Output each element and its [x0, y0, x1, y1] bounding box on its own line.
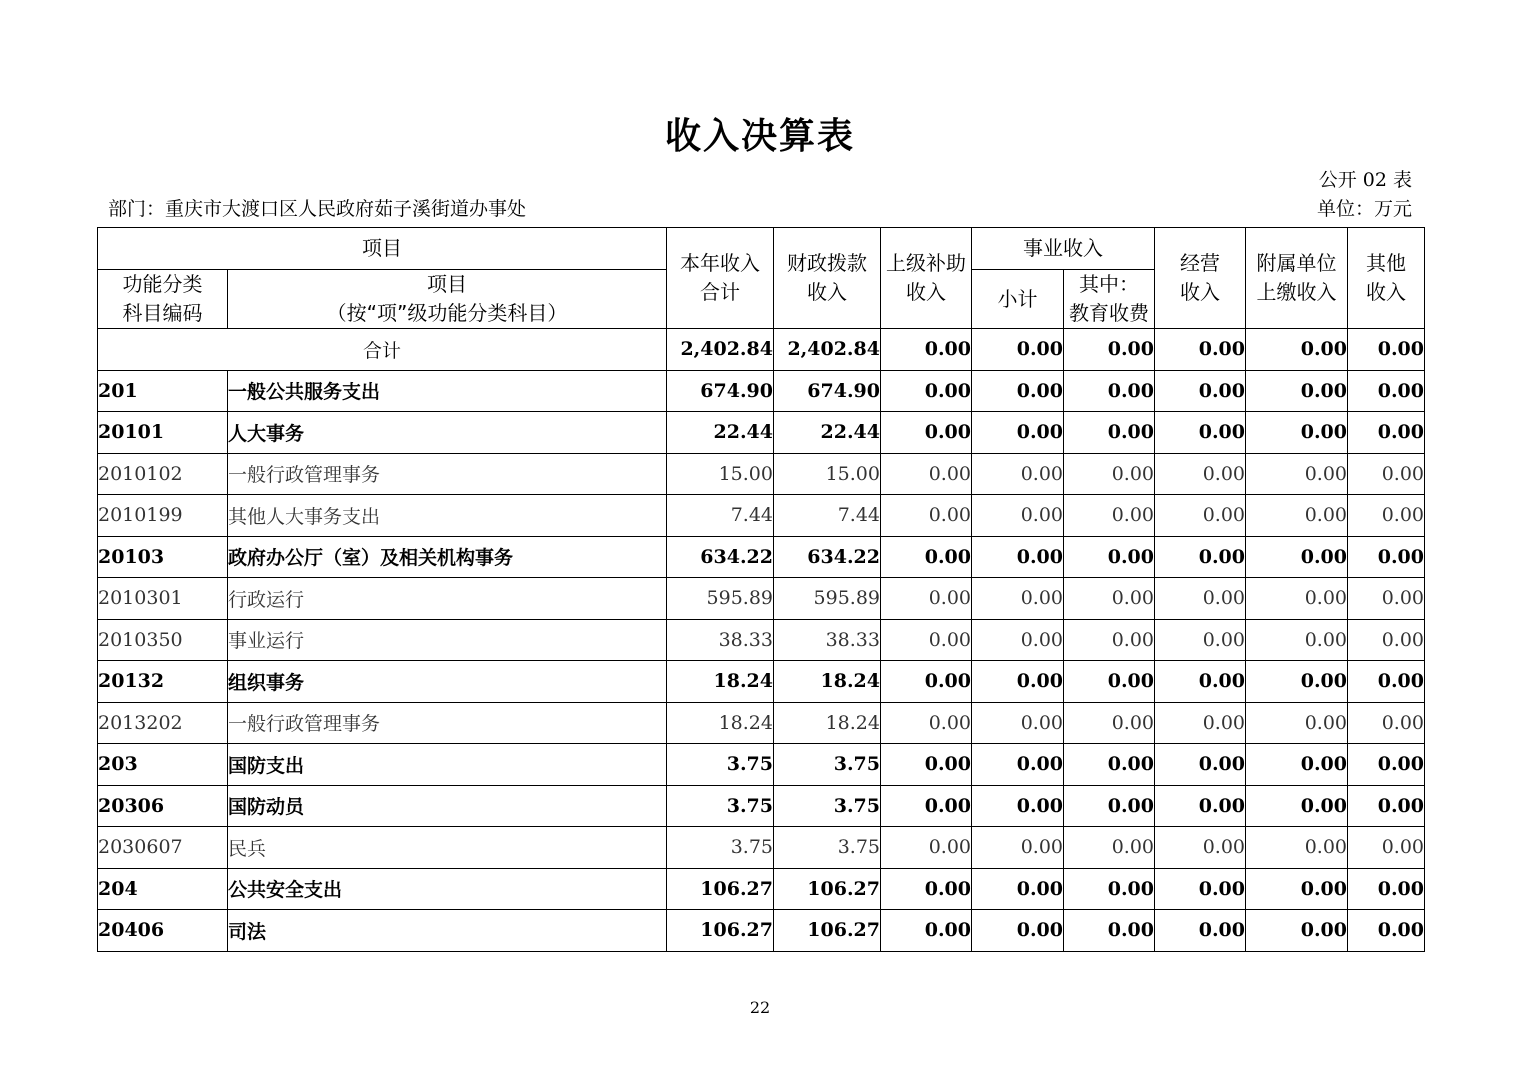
total-value: 0.00 — [1064, 329, 1155, 371]
row-value: 0.00 — [1348, 827, 1425, 869]
row-value: 18.24 — [667, 661, 774, 703]
row-value: 0.00 — [1064, 536, 1155, 578]
row-value: 0.00 — [1064, 868, 1155, 910]
row-value: 0.00 — [972, 536, 1064, 578]
row-value: 3.75 — [774, 785, 881, 827]
row-value: 0.00 — [1348, 702, 1425, 744]
row-value: 0.00 — [972, 495, 1064, 537]
row-value: 106.27 — [667, 910, 774, 952]
row-name: 人大事务 — [228, 412, 667, 454]
row-code: 201 — [98, 370, 228, 412]
row-value: 0.00 — [881, 578, 972, 620]
header-superior-line1: 上级补助 — [886, 251, 966, 275]
row-name: 行政运行 — [228, 578, 667, 620]
row-value: 0.00 — [972, 453, 1064, 495]
row-value: 0.00 — [1155, 619, 1246, 661]
row-value: 7.44 — [774, 495, 881, 537]
row-value: 0.00 — [881, 619, 972, 661]
table-number: 公开 02 表 — [1318, 169, 1412, 191]
row-value: 0.00 — [1348, 868, 1425, 910]
row-name: 一般行政管理事务 — [228, 453, 667, 495]
row-value: 0.00 — [881, 661, 972, 703]
row-value: 0.00 — [1155, 910, 1246, 952]
row-value: 0.00 — [1348, 619, 1425, 661]
header-name-line2: （按“项”级功能分类科目） — [326, 301, 568, 325]
row-value: 0.00 — [1064, 578, 1155, 620]
table-row — [98, 370, 1425, 412]
row-value: 18.24 — [667, 702, 774, 744]
header-operating-line2: 收入 — [1180, 280, 1220, 304]
total-label: 合计 — [98, 329, 667, 371]
row-value: 0.00 — [881, 785, 972, 827]
row-value: 0.00 — [1246, 536, 1348, 578]
row-value: 0.00 — [972, 910, 1064, 952]
table-row — [98, 495, 1425, 537]
row-value: 0.00 — [1348, 412, 1425, 454]
page-number: 22 — [749, 998, 771, 1017]
row-code: 2010102 — [98, 453, 228, 495]
header-fiscal — [774, 228, 881, 329]
row-value: 0.00 — [1155, 661, 1246, 703]
row-value: 0.00 — [881, 370, 972, 412]
row-name: 一般行政管理事务 — [228, 702, 667, 744]
row-value: 3.75 — [774, 744, 881, 786]
row-value: 674.90 — [774, 370, 881, 412]
row-value: 0.00 — [1246, 453, 1348, 495]
row-value: 0.00 — [1064, 785, 1155, 827]
total-value: 0.00 — [972, 329, 1064, 371]
row-value: 0.00 — [972, 619, 1064, 661]
row-value: 0.00 — [1246, 827, 1348, 869]
row-value: 0.00 — [1246, 495, 1348, 537]
row-value: 22.44 — [667, 412, 774, 454]
table-row — [98, 868, 1425, 910]
header-business-edu — [1064, 270, 1155, 329]
row-value: 0.00 — [972, 868, 1064, 910]
table-row — [98, 536, 1425, 578]
row-code: 20406 — [98, 910, 228, 952]
row-value: 0.00 — [1064, 370, 1155, 412]
table-row — [98, 744, 1425, 786]
header-other — [1348, 228, 1425, 329]
row-value: 0.00 — [1064, 702, 1155, 744]
row-value: 0.00 — [1064, 744, 1155, 786]
row-value: 0.00 — [881, 536, 972, 578]
row-value: 0.00 — [1246, 702, 1348, 744]
row-code: 20132 — [98, 661, 228, 703]
row-value: 0.00 — [1155, 702, 1246, 744]
row-value: 0.00 — [1348, 910, 1425, 952]
table-row — [98, 827, 1425, 869]
header-total-income-line2: 合计 — [700, 280, 740, 304]
row-code: 2030607 — [98, 827, 228, 869]
row-value: 0.00 — [972, 661, 1064, 703]
row-value: 0.00 — [881, 453, 972, 495]
row-value: 0.00 — [972, 827, 1064, 869]
row-code: 2010301 — [98, 578, 228, 620]
header-other-line2: 收入 — [1366, 280, 1406, 304]
header-code — [98, 270, 228, 329]
row-value: 0.00 — [881, 495, 972, 537]
row-value: 0.00 — [1155, 744, 1246, 786]
header-affiliated — [1246, 228, 1348, 329]
header-business-edu-line1: 其中： — [1079, 272, 1139, 296]
row-value: 38.33 — [667, 619, 774, 661]
row-code: 2013202 — [98, 702, 228, 744]
row-name: 一般公共服务支出 — [228, 370, 667, 412]
header-name — [228, 270, 667, 329]
row-value: 595.89 — [774, 578, 881, 620]
row-value: 0.00 — [972, 412, 1064, 454]
row-value: 0.00 — [972, 785, 1064, 827]
header-business: 事业收入 — [972, 228, 1155, 270]
row-value: 0.00 — [1064, 827, 1155, 869]
department-label: 部门：重庆市大渡口区人民政府茹子溪街道办事处 — [108, 198, 527, 220]
row-value: 0.00 — [1155, 578, 1246, 620]
header-superior — [881, 228, 972, 329]
row-name: 民兵 — [228, 827, 667, 869]
table-row — [98, 910, 1425, 952]
header-other-line1: 其他 — [1366, 251, 1406, 275]
header-business-subtotal: 小计 — [972, 270, 1064, 329]
row-value: 0.00 — [1348, 661, 1425, 703]
header-operating-line1: 经营 — [1180, 251, 1220, 275]
row-value: 0.00 — [1348, 536, 1425, 578]
row-value: 38.33 — [774, 619, 881, 661]
row-value: 0.00 — [1348, 370, 1425, 412]
row-value: 0.00 — [1246, 744, 1348, 786]
row-value: 106.27 — [667, 868, 774, 910]
row-value: 0.00 — [1155, 785, 1246, 827]
row-value: 0.00 — [1246, 619, 1348, 661]
row-value: 0.00 — [1246, 578, 1348, 620]
row-name: 组织事务 — [228, 661, 667, 703]
row-value: 0.00 — [1155, 453, 1246, 495]
header-affiliated-line1: 附属单位 — [1256, 251, 1337, 275]
row-value: 0.00 — [972, 578, 1064, 620]
unit-label: 单位：万元 — [1316, 198, 1412, 220]
row-value: 15.00 — [774, 453, 881, 495]
table-row — [98, 412, 1425, 454]
row-value: 634.22 — [667, 536, 774, 578]
header-operating — [1155, 228, 1246, 329]
row-value: 0.00 — [881, 910, 972, 952]
row-value: 3.75 — [774, 827, 881, 869]
income-table — [97, 227, 1425, 952]
row-value: 0.00 — [1064, 412, 1155, 454]
row-value: 0.00 — [1348, 578, 1425, 620]
header-fiscal-line1: 财政拨款 — [787, 251, 867, 275]
row-value: 0.00 — [881, 412, 972, 454]
row-value: 15.00 — [667, 453, 774, 495]
row-value: 7.44 — [667, 495, 774, 537]
row-value: 0.00 — [1246, 910, 1348, 952]
row-value: 0.00 — [1064, 910, 1155, 952]
row-name: 其他人大事务支出 — [228, 495, 667, 537]
row-value: 0.00 — [1155, 412, 1246, 454]
row-value: 0.00 — [1155, 827, 1246, 869]
header-name-line1: 项目 — [427, 272, 467, 296]
total-value: 2,402.84 — [774, 329, 881, 371]
table-body — [98, 329, 1425, 952]
total-row — [98, 329, 1425, 371]
table-row — [98, 453, 1425, 495]
row-value: 674.90 — [667, 370, 774, 412]
row-name: 国防支出 — [228, 744, 667, 786]
table-row — [98, 702, 1425, 744]
row-code: 20306 — [98, 785, 228, 827]
row-value: 18.24 — [774, 661, 881, 703]
row-value: 106.27 — [774, 910, 881, 952]
row-value: 0.00 — [1064, 661, 1155, 703]
row-value: 0.00 — [881, 827, 972, 869]
row-value: 3.75 — [667, 785, 774, 827]
row-value: 18.24 — [774, 702, 881, 744]
row-name: 司法 — [228, 910, 667, 952]
row-value: 0.00 — [972, 702, 1064, 744]
row-code: 2010350 — [98, 619, 228, 661]
row-value: 0.00 — [1348, 744, 1425, 786]
row-name: 公共安全支出 — [228, 868, 667, 910]
header-fiscal-line2: 收入 — [807, 280, 847, 304]
row-value: 634.22 — [774, 536, 881, 578]
row-value: 0.00 — [881, 702, 972, 744]
row-value: 0.00 — [972, 370, 1064, 412]
row-name: 政府办公厅（室）及相关机构事务 — [228, 536, 667, 578]
total-value: 0.00 — [881, 329, 972, 371]
row-value: 0.00 — [1155, 495, 1246, 537]
row-code: 2010199 — [98, 495, 228, 537]
table-row — [98, 619, 1425, 661]
row-name: 事业运行 — [228, 619, 667, 661]
header-affiliated-line2: 上缴收入 — [1256, 280, 1337, 304]
row-value: 0.00 — [881, 868, 972, 910]
row-value: 0.00 — [1155, 536, 1246, 578]
row-value: 0.00 — [1246, 661, 1348, 703]
total-value: 0.00 — [1155, 329, 1246, 371]
row-value: 3.75 — [667, 827, 774, 869]
header-business-edu-line2: 教育收费 — [1069, 301, 1149, 325]
row-code: 203 — [98, 744, 228, 786]
row-code: 204 — [98, 868, 228, 910]
header-superior-line2: 收入 — [906, 280, 946, 304]
row-name: 国防动员 — [228, 785, 667, 827]
row-value: 3.75 — [667, 744, 774, 786]
row-value: 0.00 — [881, 744, 972, 786]
table-row — [98, 578, 1425, 620]
total-value: 0.00 — [1246, 329, 1348, 371]
row-value: 0.00 — [1155, 868, 1246, 910]
row-value: 0.00 — [1064, 619, 1155, 661]
total-value: 2,402.84 — [667, 329, 774, 371]
row-value: 0.00 — [1246, 370, 1348, 412]
row-value: 595.89 — [667, 578, 774, 620]
header-code-line1: 功能分类 — [122, 272, 203, 296]
table-row — [98, 661, 1425, 703]
row-value: 0.00 — [1064, 495, 1155, 537]
row-value: 106.27 — [774, 868, 881, 910]
row-value: 0.00 — [1246, 412, 1348, 454]
row-code: 20101 — [98, 412, 228, 454]
row-value: 0.00 — [1064, 453, 1155, 495]
header-total-income-line1: 本年收入 — [680, 251, 760, 275]
row-code: 20103 — [98, 536, 228, 578]
row-value: 0.00 — [1348, 785, 1425, 827]
row-value: 0.00 — [1246, 785, 1348, 827]
page-title: 收入决算表 — [664, 116, 855, 157]
header-code-line2: 科目编码 — [122, 301, 203, 325]
header-total-income — [667, 228, 774, 329]
row-value: 0.00 — [1155, 370, 1246, 412]
row-value: 0.00 — [972, 744, 1064, 786]
row-value: 0.00 — [1246, 868, 1348, 910]
row-value: 0.00 — [1348, 453, 1425, 495]
total-value: 0.00 — [1348, 329, 1425, 371]
table-row — [98, 785, 1425, 827]
row-value: 0.00 — [1348, 495, 1425, 537]
row-value: 22.44 — [774, 412, 881, 454]
header-item: 项目 — [98, 228, 667, 270]
